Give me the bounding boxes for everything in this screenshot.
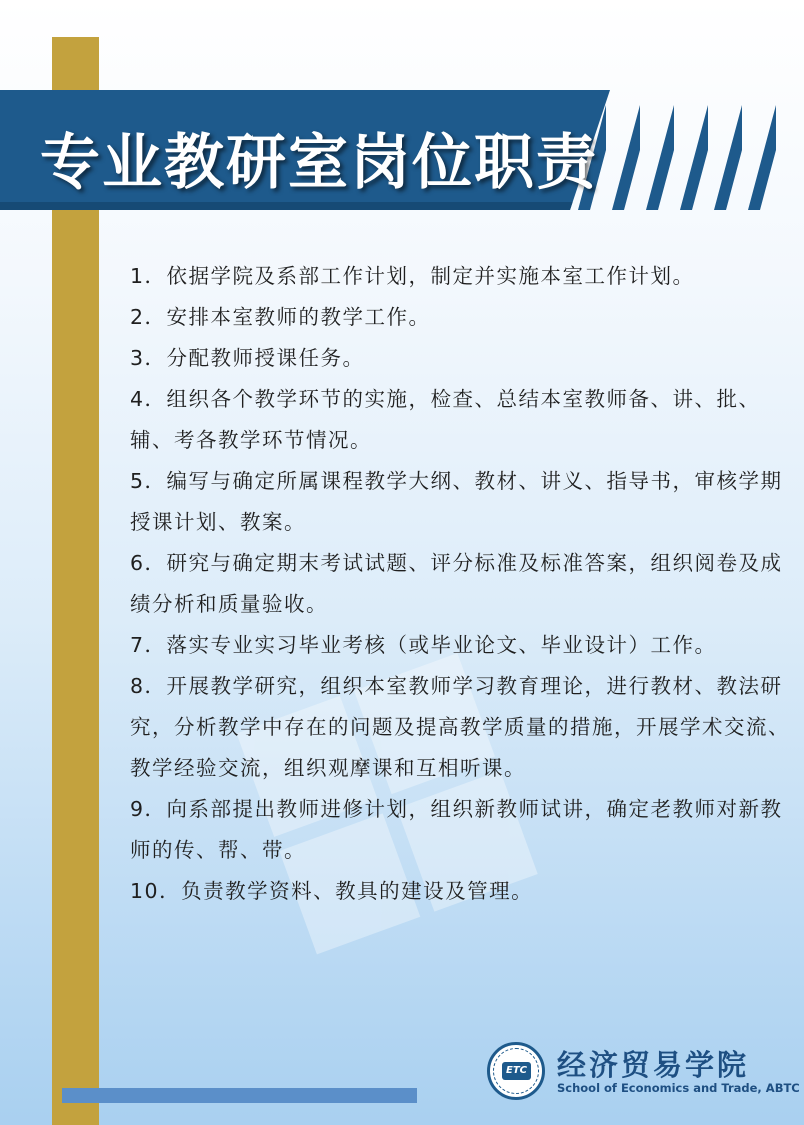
logo-mark: ETC: [502, 1062, 531, 1080]
title-stripe: [646, 90, 674, 210]
title-stripe: [748, 90, 776, 210]
duty-item: 9．向系部提出教师进修计划，组织新教师试讲，确定老教师对新教师的传、帮、带。: [130, 797, 783, 862]
bottom-accent-bar: [62, 1088, 417, 1103]
duty-item: 1．依据学院及系部工作计划，制定并实施本室工作计划。: [130, 264, 695, 288]
duties-list: [130, 256, 790, 912]
school-name-cn: 经济贸易学院: [557, 1048, 750, 1082]
duty-item: 6．研究与确定期末考试试题、评分标准及标准答案，组织阅卷及成绩分析和质量验收。: [130, 551, 783, 616]
duty-item: 2．安排本室教师的教学工作。: [130, 305, 431, 329]
duty-item: 5．编写与确定所属课程教学大纲、教材、讲义、指导书，审核学期授课计划、教案。: [130, 469, 783, 534]
school-logo-icon: [487, 1042, 545, 1100]
duty-item: 4．组织各个教学环节的实施，检查、总结本室教师备、讲、批、辅、考各教学环节情况。: [130, 387, 761, 452]
page-title: 专业教研室岗位职责: [40, 128, 598, 198]
duty-item: 10．负责教学资料、教具的建设及管理。: [130, 879, 534, 903]
title-stripe: [612, 90, 640, 210]
title-stripe: [680, 90, 708, 210]
school-name-en: School of Economics and Trade, ABTC: [557, 1081, 800, 1095]
duty-item: 3．分配教师授课任务。: [130, 346, 365, 370]
title-stripe: [714, 90, 742, 210]
duty-item: 8．开展教学研究，组织本室教师学习教育理论，进行教材、教法研究，分析教学中存在的问题及提高教学质量的措施，开展学术交流、教学经验交流，组织观摩课和互相听课。: [130, 674, 790, 780]
duty-item: 7．落实专业实习毕业考核（或毕业论文、毕业设计）工作。: [130, 633, 717, 657]
